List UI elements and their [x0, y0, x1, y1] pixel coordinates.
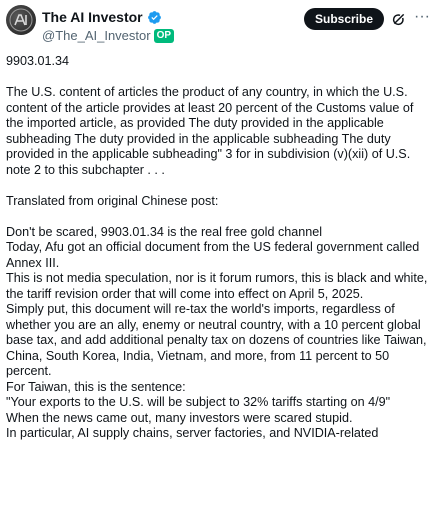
more-options-icon[interactable]: ···	[414, 8, 430, 25]
body-line: For Taiwan, this is the sentence:	[6, 379, 186, 394]
body-line: "Your exports to the U.S. will be subject to 32% tariffs starting on 4/9"	[6, 395, 391, 409]
handle-row	[42, 28, 174, 43]
post-header	[0, 0, 436, 48]
body-line: Don't be scared, 9903.01.34 is the real free gold channel	[6, 224, 323, 239]
quoted-text: The U.S. content of articles the product of any country, in which the U.S. content of the article provides at least 20 percent of the Customs value of the imported article, as provided The duty provided in the applicable subheading The duty provided in the applicable subheading The duty provided in the applicable subheading" 3 for in subdivision (v)(xii) of U.S. note 2 to this subchapter . . .	[6, 85, 417, 177]
post-body	[6, 54, 434, 442]
name-row	[42, 9, 162, 25]
body-line: When the news came out, many investors were scared stupid.	[6, 410, 353, 425]
op-badge: OP	[154, 29, 174, 43]
body-line: This is not media speculation, nor is it forum rumors, this is black and white, the tariff revision order that will come into effect on April 5, 2025.	[6, 271, 431, 301]
display-name[interactable]: The AI Investor	[42, 9, 143, 25]
body-line: In particular, AI supply chains, server factories, and NVIDIA-related	[6, 426, 379, 440]
verified-badge-icon	[147, 10, 162, 25]
grok-icon[interactable]	[391, 11, 407, 27]
avatar[interactable]	[6, 5, 36, 35]
subscribe-button[interactable]: Subscribe	[304, 8, 384, 30]
handle[interactable]: @The_AI_Investor	[42, 28, 151, 43]
avatar-logo-icon	[6, 5, 36, 35]
code-line: 9903.01.34	[6, 54, 70, 68]
translated-label: Translated from original Chinese post:	[6, 193, 219, 208]
body-line: Today, Afu got an official document from the US federal government called Annex III.	[6, 240, 423, 270]
body-line: Simply put, this document will re-tax the world's imports, regardless of whether you are an ally, enemy or neutral country, with a 10 percent global base tax, and add additional penalty tax on dozens of countries like Taiwan, China, South Korea, India, Vietnam, and more, from 11 percent to 50 percent.	[6, 302, 431, 378]
